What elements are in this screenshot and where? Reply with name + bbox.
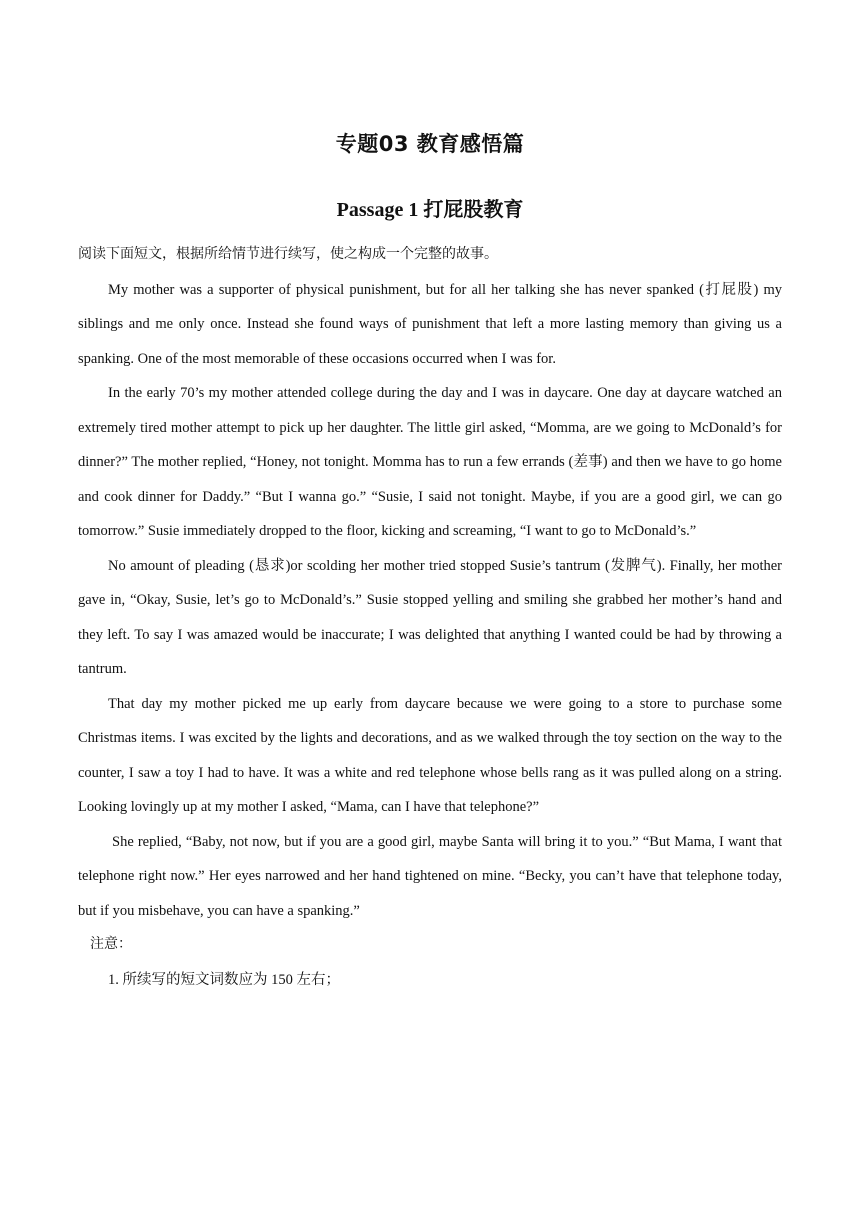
notes-heading: 注意：	[90, 937, 132, 952]
story-paragraph-4: That day my mother picked me up early from daycare because we were going to a store to purchase some Christmas items. I was excited by the lights and decorations, and as we walked through the toy section on the way to the counter, I saw a toy I had to have. It was a white and red telephone whose bells rang as it was pulled along on a string. Looking lovingly up at my mother I asked, “Mama, can I have that telephone?”	[78, 695, 782, 815]
page-title: 专题03 教育感悟篇	[335, 132, 525, 156]
instruction-text: 阅读下面短文，根据所给情节进行续写，使之构成一个完整的故事。	[78, 247, 498, 262]
note-item-1: 1. 所续写的短文词数应为 150 左右；	[108, 971, 340, 988]
story-paragraph-2: In the early 70’s my mother attended college during the day and I was in daycare. One day at daycare watched an extremely tired mother attempt to pick up her daughter. The little girl asked, “Momma, are we going to McDonald’s for dinner?” The mother replied, “Honey, not tonight. Momma has to run a few errands (差事) and then we have to go home and cook dinner for Daddy.” “But I wanna go.” “Susie, I said not tonight. Maybe, if you are a good girl, we can go tomorrow.” Susie immediately dropped to the floor, kicking and screaming, “I want to go to McDonald’s.”	[78, 385, 782, 539]
passage-title: Passage 1 打屁股教育	[336, 199, 524, 221]
document-page	[78, 126, 782, 997]
story-paragraph-5: She replied, “Baby, not now, but if you are a good girl, maybe Santa will bring it to you.” “But Mama, I want that telephone right now.” Her eyes narrowed and her hand tightened on mine. “Becky, you can’t have that telephone today, but if you misbehave, you can have a spanking.”	[78, 833, 782, 919]
story-paragraph-3: No amount of pleading (恳求)or scolding her mother tried stopped Susie’s tantrum (发脾气). Finally, her mother gave in, “Okay, Susie, let’s go to McDonald’s.” Susie stopped yelling and smiling she grabbed her mother’s hand and they left. To say I was amazed would be inaccurate; I was delighted that anything I wanted could be had by throwing a tantrum.	[78, 557, 782, 677]
story-paragraph-1: My mother was a supporter of physical punishment, but for all her talking she has never spanked (打屁股) my siblings and me only once. Instead she found ways of punishment that left a more lasting memory than giving us a spanking. One of the most memorable of these occasions occurred when I was for.	[78, 281, 782, 367]
